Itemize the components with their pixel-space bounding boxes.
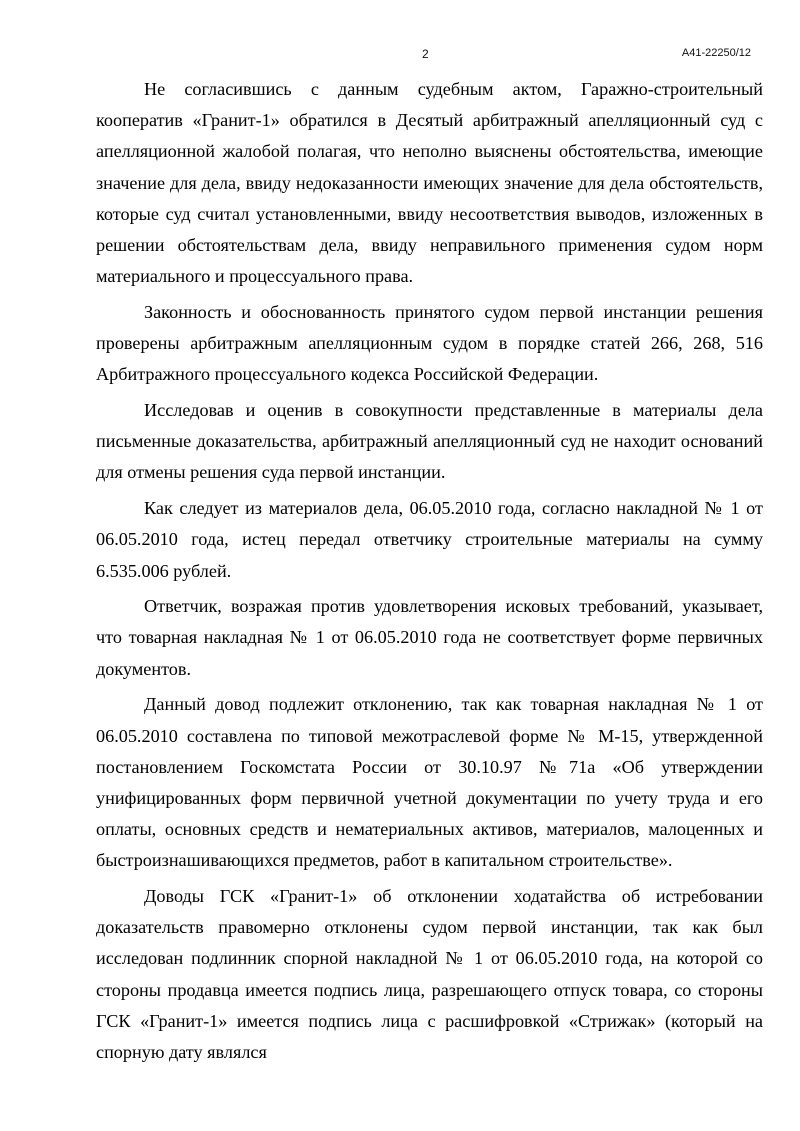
paragraph-motion: Доводы ГСК «Гранит-1» об отклонении ходатайства об истребовании доказательств правомерно отклонены судом первой инстанции, так как был исследован подлинник спорной накладной № 1 от 06.05.2010 года, на которой со стороны продавца имеется подпись лица, разрешающего отпуск товара, со стороны ГСК «Гранит-1» имеется подпись лица с расшифровкой «Стрижак» (который на спорную дату являлся bbox=[96, 886, 763, 1063]
document-body bbox=[96, 74, 763, 1073]
paragraph-objection: Ответчик, возражая против удовлетворения исковых требований, указывает, что товарная накладная № 1 от 06.05.2010 года не соответствует форме первичных документов. bbox=[96, 596, 763, 679]
page-number: 2 bbox=[422, 47, 429, 61]
case-number: А41-22250/12 bbox=[681, 47, 751, 59]
paragraph-delivery: Как следует из материалов дела, 06.05.2010 года, согласно накладной № 1 от 06.05.2010 года, истец передал ответчику строительные материалы на сумму 6.535.006 рублей. bbox=[96, 498, 763, 581]
paragraph-appeal: Не согласившись с данным судебным актом, Гаражно-строительный кооператив «Гранит-1» обратился в Десятый арбитражный апелляционный суд с апелляционной жалобой полагая, что неполно выяснены обстоятельства, имеющие значение для дела, ввиду недоказанности имеющих значение для дела обстоятельств, которые суд считал установленными, ввиду несоответствия выводов, изложенных в решении обстоятельствам дела, ввиду неправильного применения судом норм материального и процессуального права. bbox=[96, 79, 763, 287]
paragraph-evidence: Исследовав и оценив в совокупности представленные в материалы дела письменные доказательства, арбитражный апелляционный суд не находит оснований для отмены решения суда первой инстанции. bbox=[96, 400, 763, 483]
paragraph-legality: Законность и обоснованность принятого судом первой инстанции решения проверены арбитражным апелляционным судом в порядке статей 266, 268, 516 Арбитражного процессуального кодекса Российской Федерации. bbox=[96, 301, 763, 385]
paragraph-form-m15: Данный довод подлежит отклонению, так как товарная накладная № 1 от 06.05.2010 составлена по типовой межотраслевой форме № М-15, утвержденной постановлением Госкомстата России от 30.10.97 №71а «Об утверждении унифицированных форм первичной учетной документации по учету труда и его оплаты, основных средств и нематериальных активов, материалов, малоценных и быстроизнашивающихся предметов, работ в капитальном строительстве». bbox=[96, 694, 763, 871]
